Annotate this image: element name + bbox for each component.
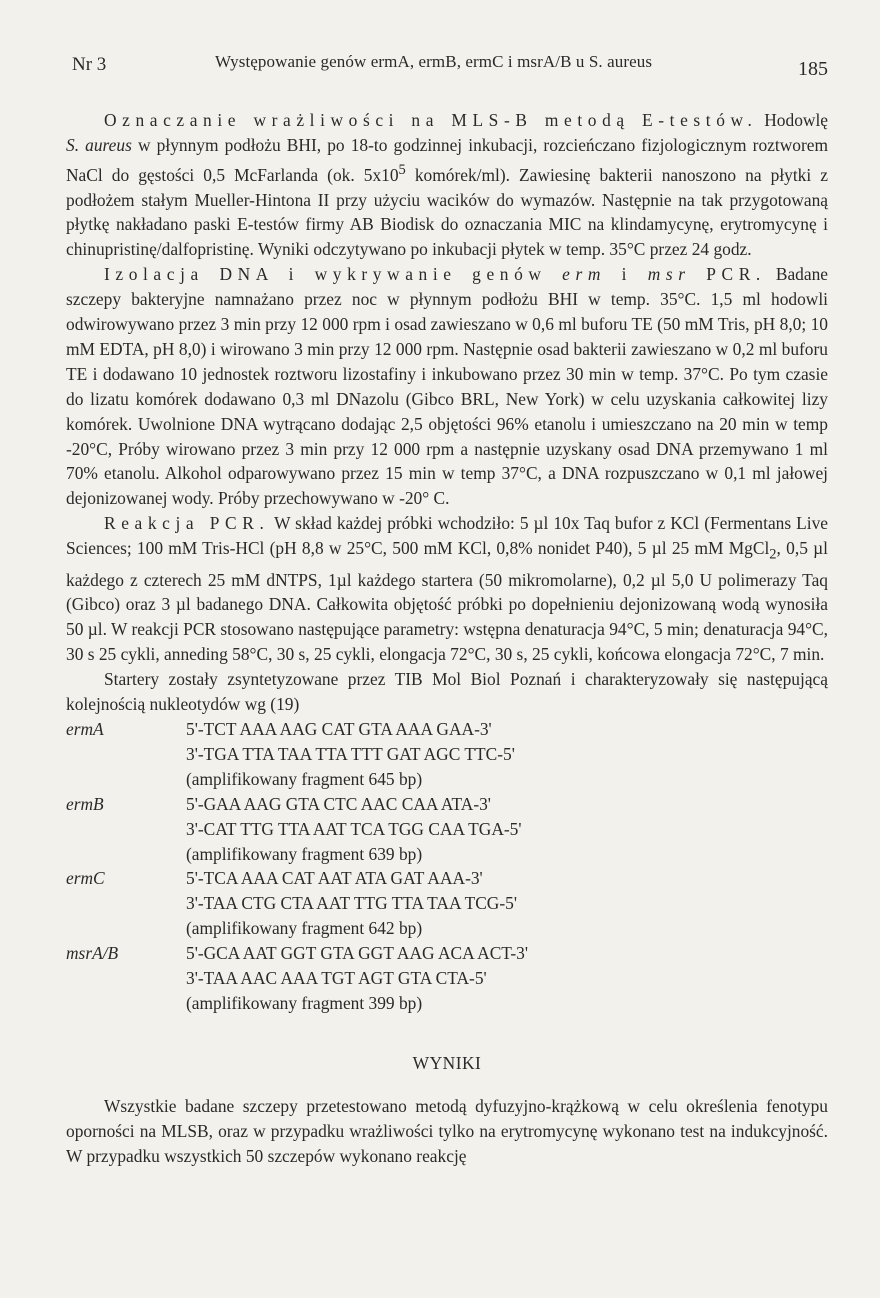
dna-paragraph <box>66 262 828 511</box>
primer-gene: ermB <box>66 793 104 814</box>
running-header <box>72 50 828 80</box>
gene-msr: msr <box>647 264 691 285</box>
article-body <box>66 108 828 1169</box>
etest-paragraph <box>66 108 828 262</box>
primer-forward: 5'-GCA AAT GGT GTA GGT AAG ACA ACT-3' <box>186 943 528 964</box>
primer-forward: 5'-TCT AAA AAG CAT GTA AAA GAA-3' <box>186 719 492 740</box>
running-title: Występowanie genów ermA, ermB, ermC i msrA/B u S. aureus <box>215 52 653 71</box>
pcr-text-1: W skład każdej próbki wchodziło: 5 µl 10x Taq bufor z KCl (Fermentans Live Sciences; 100 mM Tris-HCl (pH 8,8 w 25°C, 500 mM KCl, 0,8% nonidet P40), 5 µl 25 mM MgCl <box>66 513 828 559</box>
primer-fragment: (amplifikowany fragment 639 bp) <box>186 843 423 864</box>
primer-row <box>66 742 828 767</box>
exponent: 5 <box>398 161 406 178</box>
primer-list <box>66 717 828 1016</box>
results-heading: WYNIKI <box>412 1052 482 1073</box>
gene-erm: erm <box>562 264 607 285</box>
primer-row <box>66 991 828 1016</box>
primer-reverse: 3'-TAA AAC AAA TGT AGT GTA CTA-5' <box>186 968 487 989</box>
page-number: 185 <box>798 58 828 80</box>
dna-heading-3: PCR. <box>690 264 766 285</box>
primer-forward: 5'-TCA AAA CAT AAT ATA GAT AAA-3' <box>186 868 483 889</box>
primer-gene: ermC <box>66 868 105 889</box>
subscript: 2 <box>769 546 777 563</box>
pcr-heading: Reakcja PCR. <box>104 513 270 534</box>
primer-reverse: 3'-TAA CTG CTA AAT TTG TTA TAA TCG-5' <box>186 893 517 914</box>
primer-row <box>66 916 828 941</box>
dna-heading-2: i <box>606 264 648 285</box>
primer-gene: msrA/B <box>66 943 119 964</box>
pcr-paragraph <box>66 511 828 667</box>
etest-text-3: komórek/ml). Zawiesinę bakterii nanoszono na płytki z podłożem stałym Mueller-Hintona II przy użyciu wacików do wymazów. Następnie na tak przygotowaną płytkę nakładano paski E-testów firmy AB Biodisk do oznaczania MIC na klindamycynę, erytromycynę i chinupristinę/dalfopristinę. Wyniki odczytywano po inkubacji płytek w temp. 35°C przez 24 godz. <box>66 164 828 260</box>
primer-row <box>66 767 828 792</box>
etest-heading: Oznaczanie wrażliwości na MLS-B metodą E-testów. <box>104 110 758 130</box>
primer-fragment: (amplifikowany fragment 642 bp) <box>186 918 423 939</box>
primer-row <box>66 866 828 891</box>
primer-reverse: 3'-TGA TTA TAA TTA TTT GAT AGC TTC-5' <box>186 743 515 764</box>
primer-row <box>66 891 828 916</box>
primer-row <box>66 817 828 842</box>
primer-forward: 5'-GAA AAG GTA CTC AAC CAA ATA-3' <box>186 793 491 814</box>
primer-row <box>66 842 828 867</box>
dna-text: Badane szczepy bakteryjne namnażano przez noc w płynnym podłożu BHI w temp. 35°C. 1,5 ml hodowli odwirowywano przez 3 min przy 12 000 rpm i osad zawieszano w 0,6 ml buforu TE (50 mM Tris, pH 8,0; 10 mM EDTA, pH 8,0) i wirowano 3 min przy 12 000 rpm. Następnie osad bakterii zawieszano w 0,2 ml buforu TE i dodawano 10 jednostek roztworu lizostafiny i inkubowano przez 30 min w temp. 37°C. Po tym czasie do lizatu komórek dodawano 0,3 ml DNazolu (Gibco BRL, New York) w celu uzyskania całkowitej lizy komórek. Uwolnione DNA wytrącano dodając 2,5 objętości 96% etanolu i umieszczano na 20 min w temp -20°C, Próby wirowano przez 3 min przy 12 000 rpm a następnie uzyskany osad DNA przemywano 1 ml 70% etanolu. Alkohol odparowywano przez 15 min w temp 37°C, a DNA rozpuszczano w 0,1 ml jałowej dejonizowanej wody. Próby przechowywano w -20° C. <box>66 264 829 509</box>
primer-row <box>66 966 828 991</box>
pcr-text-2: , 0,5 µl każdego z czterech 25 mM dNTPS, 1µl każdego startera (50 mikromolarne), 0,2 µl 5,0 U polimerazy Taq (Gibco) oraz 3 µl badanego DNA. Całkowita objętość próbki po dopełnieniu dejonizowaną wodą wynosiła 50 µl. W reakcji PCR stosowano następujące parametry: wstępna denaturacja 94°C, 5 min; denaturacja 94°C, 30 s 25 cykli, anneding 58°C, 30 s, 25 cykli, elongacja 72°C, 30 s, 25 cykli, końcowa elongacja 72°C, 7 min. <box>66 538 828 665</box>
primer-gene: ermA <box>66 719 104 740</box>
primers-intro: Startery zostały zsyntetyzowane przez TIB Mol Biol Poznań i charakteryzowały się następującą kolejnością nukleotydów wg (19) <box>66 669 828 715</box>
primer-row <box>66 717 828 742</box>
primer-fragment: (amplifikowany fragment 645 bp) <box>186 768 423 789</box>
etest-text-2: w płynnym podłożu BHI, po 18-to godzinnej inkubacji, rozcieńczano fizjologicznym roztworem NaCl do gęstości 0,5 McFarlanda (ok. 5x10 <box>66 134 829 185</box>
primer-fragment: (amplifikowany fragment 399 bp) <box>186 992 423 1013</box>
primer-row <box>66 941 828 966</box>
organism-name: S. aureus <box>66 134 132 155</box>
dna-heading-1: Izolacja DNA i wykrywanie genów <box>104 264 563 285</box>
results-paragraph: Wszystkie badane szczepy przetestowano metodą dyfuzyjno-krążkową w celu określenia fenotypu oporności na MLSB, oraz w przypadku wrażliwości tylko na erytromycynę wykonano test na indukcyjność. W przypadku wszystkich 50 szczepów wykonano reakcję <box>66 1095 828 1166</box>
primer-row <box>66 792 828 817</box>
primer-reverse: 3'-CAT TTG TTA AAT TCA TGG CAA TGA-5' <box>186 818 522 839</box>
journal-issue: Nr 3 <box>72 54 107 75</box>
etest-text-1: Hodowlę <box>757 110 828 130</box>
